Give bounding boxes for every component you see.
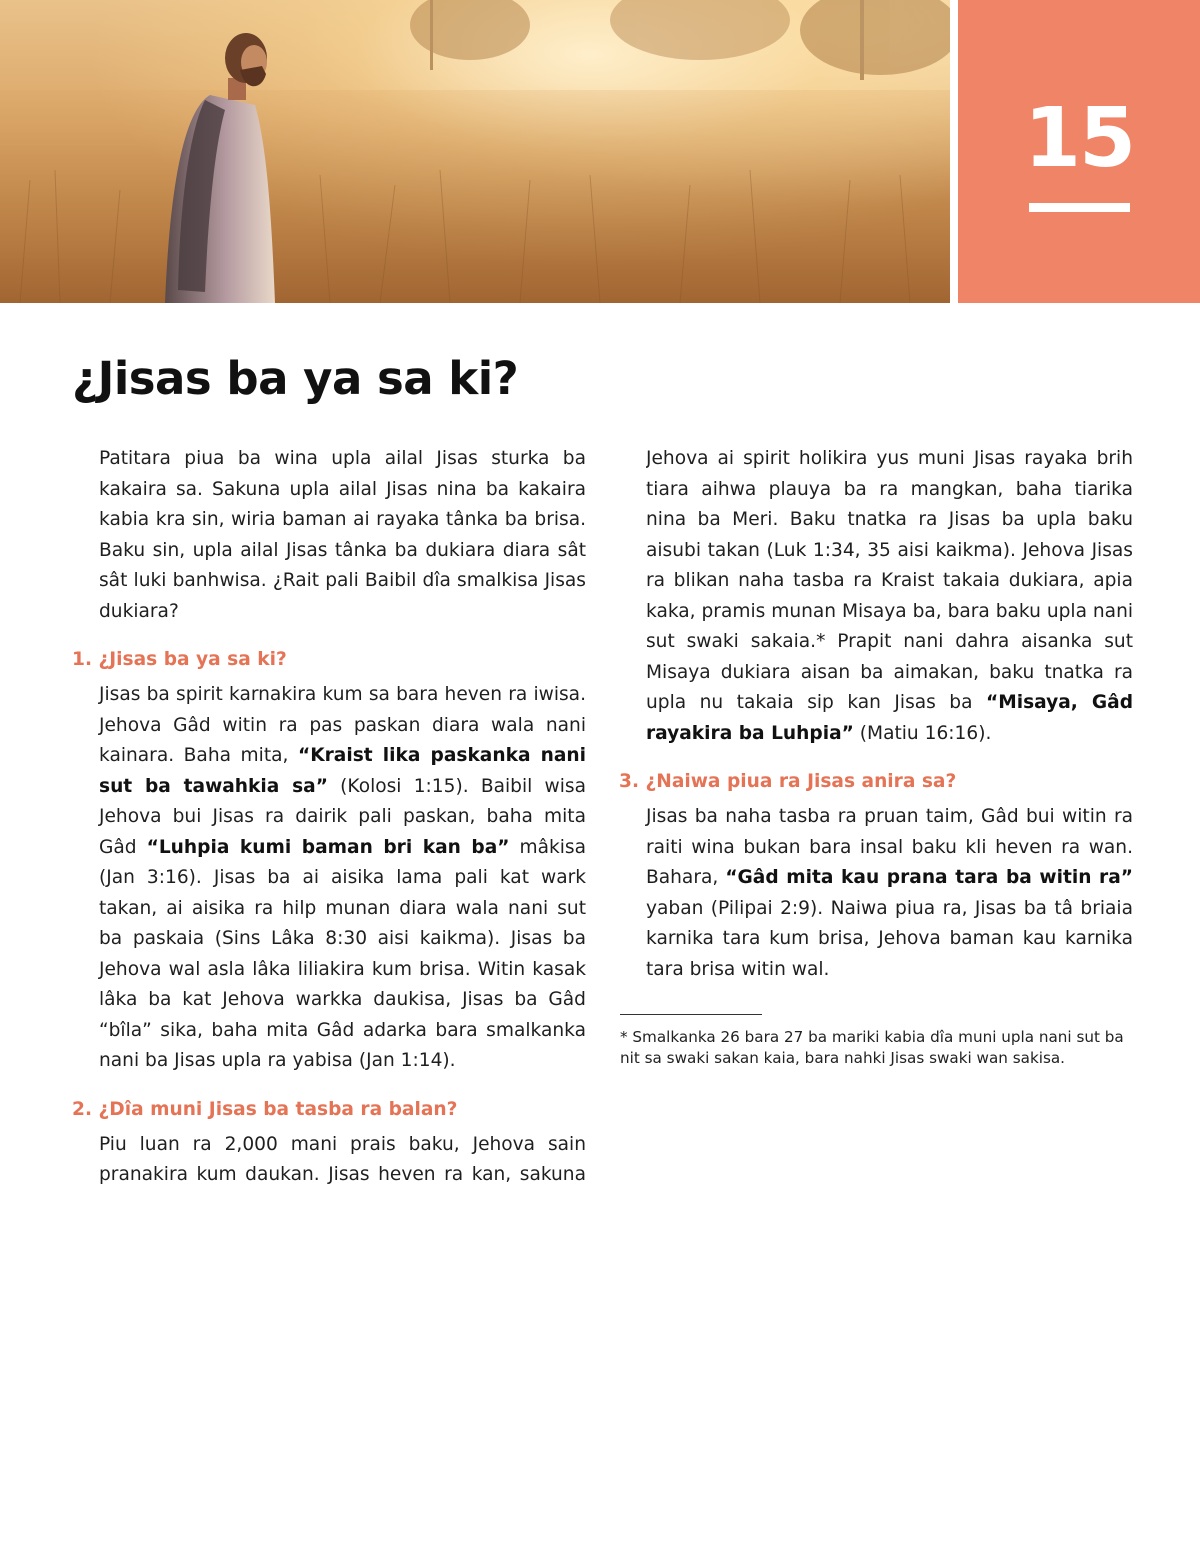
chapter-number: 15 [1023, 91, 1135, 186]
question-heading-1: 1. ¿Jisas ba ya sa ki? [72, 649, 287, 670]
question-heading-2: 2. ¿Dîa muni Jisas ba tasba ra balan? [72, 1098, 458, 1120]
answer-paragraph-3: Jisas ba naha tasba ra pruan taim, Gâd bui witin ra raiti wina bukan bara insal baku kli heven ra wan. Bahara, “Gâd mita kau prana tara ba witin ra” yaban (Pilipai 2:9). Naiwa piua ra, Jisas ba tâ briaia karnika tara kum brisa, Jehova baman kau karnika tara brisa witin wal. [646, 806, 1133, 980]
answer-paragraph-1: Jisas ba spirit karnakira kum sa bara heven ra iwisa. Jehova Gâd witin ra pas paskan diara wala nani kainara. Baha mita, “Kraist lika paskanka nani sut ba tawahkia sa” (Kolosi 1:15). Baibil wisa Jehova bui Jisas ra dairik pali paskan, baha mita Gâd “Luhpia kumi baman bri kan ba” mâkisa (Jan 3:16). Jisas ba ai aisika lama pali kat wark takan, ai aisika ra hilp munan diara wala nani sut ba paskaia (Sins Lâka 8:30 aisi kaikma). Jisas ba Jehova wal asla lâka liliakira kum brisa. Witin kasak lâka ba kat Jehova warkka daukisa, Jisas ba Gâd “bîla” sika, baha mita Gâd adarka bara smalkanka nani ba Jisas upla ra yabisa (Jan 1:14). [99, 684, 587, 1071]
chapter-number-box [958, 0, 1200, 303]
chapter-number-underline [1029, 203, 1130, 212]
hero-photo [0, 0, 950, 303]
page-title: ¿Jisas ba ya sa ki? [72, 352, 519, 405]
walking-man-figure [165, 33, 275, 303]
answer-paragraph-2: Piu luan ra 2,000 mani prais baku, Jehova sain pranakira kum daukan. Jisas heven ra kan, sakuna [99, 1133, 586, 1185]
right-column [619, 444, 1133, 985]
footnote-divider [620, 1014, 762, 1015]
footnote: * Smalkanka 26 bara 27 ba mariki kabia dîa muni upla nani sut ba nit sa swaki sakan kaia, bara nahki Jisas swaki wan sakisa. [620, 1028, 1124, 1067]
field-illustration [0, 0, 950, 303]
answer-paragraph-2-continued: Jehova ai spirit holikira yus muni Jisas rayaka brih tiara aihwa plauya ba ra mangkan, baha tiarika nina ba Meri. Baku tnatka ra Jisas ba upla baku aisubi takan (Luk 1:34, 35 aisi kaikma). Jehova Jisas ra blikan naha tasba ra Kraist takaia dukiara, apia kaka, pramis munan Misaya ba, bara baku upla nani sut swaki sakaia.* Prapit nani dahra aisanka sut Misaya dukiara aisan ba aimakan, baku tnatka ra upla nu takaia sip kan Jisas ba “Misaya, Gâd rayakira ba Luhpia” (Matiu 16:16). [646, 448, 1133, 744]
question-heading-3: 3. ¿Naiwa piua ra Jisas anira sa? [619, 771, 957, 792]
left-column [72, 444, 587, 1191]
intro-paragraph: Patitara piua ba wina upla ailal Jisas sturka ba kakaira sa. Sakuna upla ailal Jisas nina ba kakaira kabia kra sin, wiria baman ai rayaka tânka ba brisa. Baku sin, upla ailal Jisas tânka ba dukiara diara sât sât luki banhwisa. ¿Rait pali Baibil dîa smalkisa Jisas dukiara? [99, 448, 586, 622]
trees [410, 0, 950, 80]
